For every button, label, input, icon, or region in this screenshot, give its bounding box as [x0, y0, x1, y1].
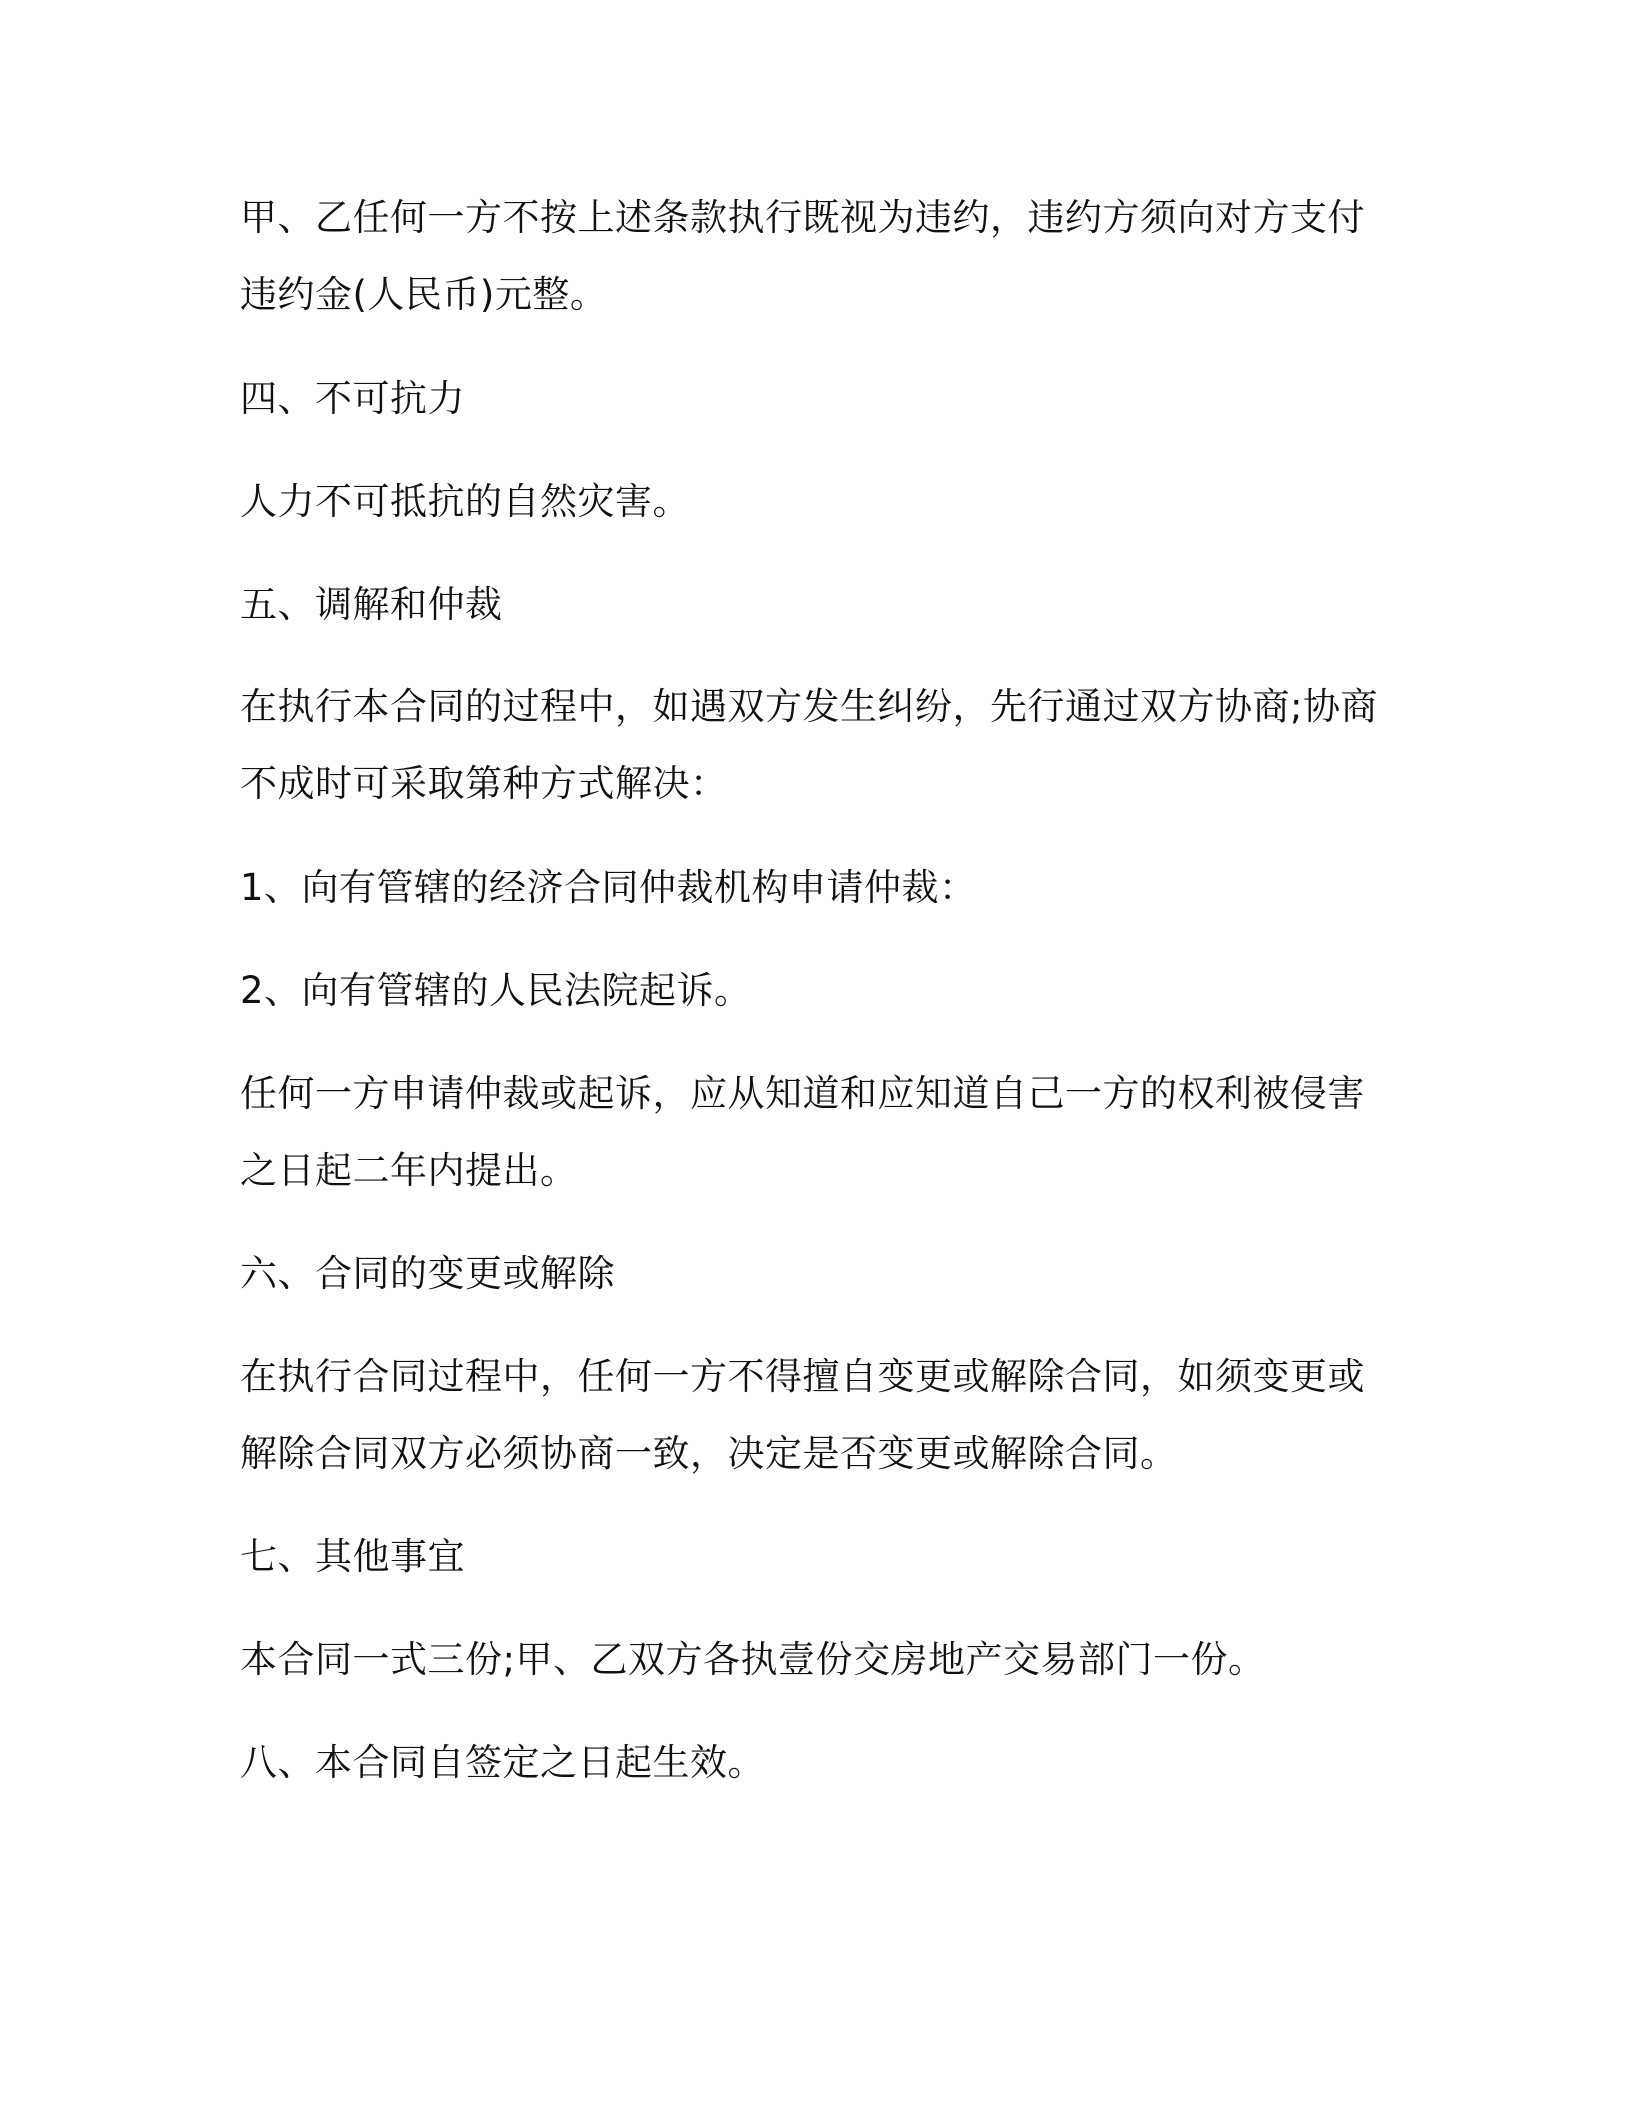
- section-heading-other-matters: 七、其他事宜: [240, 1535, 465, 1578]
- paragraph-limitation-line-2: 之日起二年内提出。: [240, 1149, 578, 1192]
- list-item-court: 2、向有管辖的人民法院起诉。: [240, 969, 752, 1012]
- paragraph-force-majeure: 人力不可抵抗的自然灾害。: [240, 480, 690, 523]
- section-heading-force-majeure: 四、不可抗力: [240, 377, 465, 420]
- list-item-arbitration: 1、向有管辖的经济合同仲裁机构申请仲裁：: [240, 866, 977, 909]
- paragraph-change-line-2: 解除合同双方必须协商一致，决定是否变更或解除合同。: [240, 1432, 1178, 1475]
- paragraph-change-line-1: 在执行合同过程中，任何一方不得擅自变更或解除合同，如须变更或: [240, 1355, 1365, 1398]
- paragraph-limitation-line-1: 任何一方申请仲裁或起诉，应从知道和应知道自己一方的权利被侵害: [240, 1072, 1365, 1115]
- paragraph-dispute-line-2: 不成时可采取第种方式解决：: [240, 762, 728, 805]
- section-heading-change-termination: 六、合同的变更或解除: [240, 1252, 615, 1295]
- paragraph-copies: 本合同一式三份;甲、乙双方各执壹份交房地产交易部门一份。: [240, 1638, 1266, 1681]
- paragraph-breach-line-1: 甲、乙任何一方不按上述条款执行既视为违约，违约方须向对方支付: [240, 196, 1365, 239]
- section-heading-effective-date: 八、本合同自签定之日起生效。: [240, 1741, 765, 1784]
- section-heading-mediation-arbitration: 五、调解和仲裁: [240, 583, 503, 626]
- paragraph-dispute-line-1: 在执行本合同的过程中，如遇双方发生纠纷，先行通过双方协商;协商: [240, 685, 1378, 728]
- paragraph-breach-line-2: 违约金(人民币)元整。: [240, 273, 608, 316]
